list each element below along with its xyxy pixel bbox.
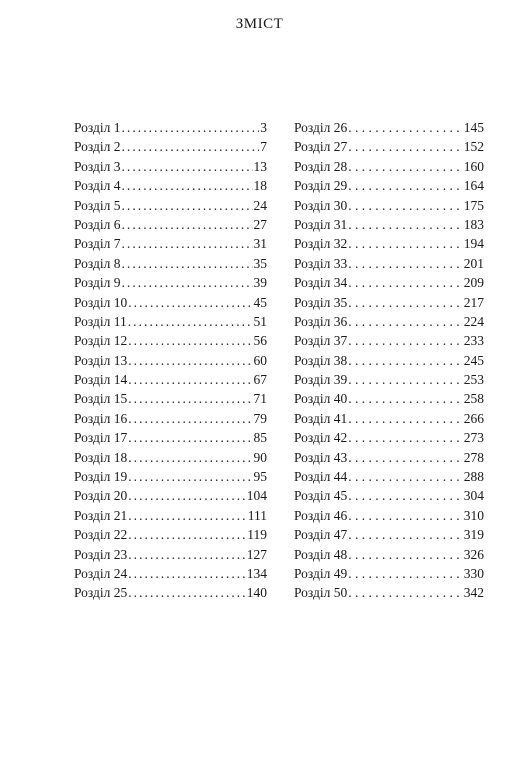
toc-leader-dots: [348, 215, 463, 234]
toc-leader-dots: [128, 351, 252, 370]
toc-entry[interactable]: [294, 254, 484, 273]
toc-entry[interactable]: [294, 234, 484, 253]
toc-leader-dots: [122, 157, 253, 176]
toc-entry-page-number: 85: [253, 430, 267, 446]
toc-leader-dots: [128, 525, 246, 544]
toc-entry[interactable]: [74, 370, 267, 389]
toc-entry-page-number: 273: [463, 430, 484, 446]
toc-entry-page-number: 51: [253, 313, 267, 329]
toc-entry-page-number: 217: [463, 294, 484, 310]
toc-entry-label: Розділ 37: [294, 333, 348, 349]
toc-leader-dots: [348, 254, 463, 273]
toc-entry-label: Розділ 24: [74, 565, 128, 581]
toc-entry-page-number: 35: [253, 255, 267, 271]
toc-entry-page-number: 18: [253, 178, 267, 194]
toc-entry[interactable]: [74, 409, 267, 428]
toc-leader-dots: [348, 409, 463, 428]
toc-entry-page-number: 24: [253, 197, 267, 213]
toc-leader-dots: [348, 351, 463, 370]
toc-entry[interactable]: [294, 467, 484, 486]
toc-entry[interactable]: [294, 428, 484, 447]
toc-entry-page-number: 13: [253, 158, 267, 174]
toc-entry-label: Розділ 17: [74, 430, 128, 446]
toc-entry-label: Розділ 28: [294, 158, 348, 174]
toc-entry-label: Розділ 7: [74, 236, 121, 252]
toc-entry-page-number: 134: [246, 565, 267, 581]
toc-entry[interactable]: [294, 506, 484, 525]
toc-entry-page-number: 278: [463, 449, 484, 465]
toc-entry[interactable]: [294, 448, 484, 467]
toc-entry-page-number: 288: [463, 469, 484, 485]
toc-entry[interactable]: [74, 234, 267, 253]
toc-entry[interactable]: [294, 389, 484, 408]
toc-entry-label: Розділ 32: [294, 236, 348, 252]
toc-leader-dots: [128, 293, 252, 312]
toc-entry-label: Розділ 41: [294, 410, 348, 426]
toc-leader-dots: [348, 176, 463, 195]
toc-leader-dots: [348, 157, 463, 176]
toc-entry[interactable]: [74, 545, 267, 564]
toc-entry[interactable]: [74, 467, 267, 486]
toc-entry[interactable]: [74, 428, 267, 447]
toc-entry-page-number: 119: [247, 527, 267, 543]
toc-entry-label: Розділ 16: [74, 410, 128, 426]
toc-leader-dots: [128, 312, 253, 331]
toc-entry-page-number: 95: [253, 469, 267, 485]
toc-entry[interactable]: [74, 486, 267, 505]
toc-leader-dots: [348, 273, 463, 292]
toc-entry[interactable]: [74, 312, 267, 331]
toc-leader-dots: [128, 428, 252, 447]
toc-leader-dots: [128, 564, 246, 583]
toc-entry[interactable]: [294, 176, 484, 195]
toc-entry-page-number: 258: [463, 391, 484, 407]
page-title: ЗМІСТ: [235, 16, 284, 32]
toc-leader-dots: [128, 370, 252, 389]
toc-leader-dots: [122, 196, 253, 215]
toc-entry[interactable]: [74, 273, 267, 292]
toc-entry[interactable]: [294, 525, 484, 544]
toc-column-left: [74, 118, 267, 603]
toc-entry-page-number: 160: [463, 158, 484, 174]
toc-entry[interactable]: [294, 351, 484, 370]
toc-entry-page-number: 111: [247, 507, 267, 523]
toc-entry-page-number: 201: [463, 255, 484, 271]
toc-leader-dots: [128, 506, 247, 525]
toc-entry-page-number: 31: [253, 236, 267, 252]
toc-entry[interactable]: [294, 486, 484, 505]
toc-entry-page-number: 253: [463, 372, 484, 388]
toc-entry-label: Розділ 15: [74, 391, 128, 407]
toc-leader-dots: [348, 234, 463, 253]
toc-leader-dots: [348, 545, 463, 564]
toc-leader-dots: [122, 137, 260, 156]
toc-entry-page-number: 224: [463, 313, 484, 329]
toc-leader-dots: [122, 273, 253, 292]
toc-entry-page-number: 266: [463, 410, 484, 426]
toc-entry-label: Розділ 5: [74, 197, 121, 213]
toc-entry-label: Розділ 1: [74, 120, 121, 135]
toc-entry-label: Розділ 20: [74, 488, 128, 504]
toc-entry-label: Розділ 34: [294, 275, 348, 291]
toc-entry-label: Розділ 47: [294, 527, 348, 543]
toc-entry-label: Розділ 25: [74, 585, 128, 601]
toc-entry-label: Розділ 33: [294, 255, 348, 271]
toc-entry-label: Розділ 48: [294, 546, 348, 562]
toc-entry-label: Розділ 40: [294, 391, 348, 407]
toc-entry-page-number: 79: [253, 410, 267, 426]
toc-leader-dots: [128, 486, 246, 505]
toc-column-right: [294, 118, 484, 603]
toc-entry[interactable]: [74, 176, 267, 195]
toc-entry[interactable]: [294, 545, 484, 564]
toc-entry[interactable]: [74, 351, 267, 370]
toc-entry-label: Розділ 27: [294, 139, 348, 155]
toc-leader-dots: [128, 467, 252, 486]
toc-entry-label: Розділ 50: [294, 585, 348, 601]
toc-entry-page-number: 194: [463, 236, 484, 252]
toc-entry-label: Розділ 21: [74, 507, 128, 523]
toc-leader-dots: [128, 331, 252, 350]
toc-entry-page-number: 245: [463, 352, 484, 368]
toc-leader-dots: [348, 583, 463, 602]
toc-entry[interactable]: [294, 157, 484, 176]
toc-entry-page-number: 3: [260, 120, 267, 135]
toc-entry-page-number: 175: [463, 197, 484, 213]
toc-entry-page-number: 60: [253, 352, 267, 368]
toc-leader-dots: [348, 428, 463, 447]
toc-entry-label: Розділ 3: [74, 158, 121, 174]
toc-entry[interactable]: [74, 118, 267, 137]
toc-leader-dots: [348, 331, 463, 350]
toc-entry[interactable]: [294, 293, 484, 312]
toc-entry[interactable]: [294, 273, 484, 292]
toc-entry-label: Розділ 14: [74, 372, 128, 388]
toc-entry-label: Розділ 8: [74, 255, 121, 271]
toc-entry[interactable]: [74, 564, 267, 583]
toc-leader-dots: [348, 118, 463, 137]
toc-entry-page-number: 152: [463, 139, 484, 155]
toc-entry-label: Розділ 30: [294, 197, 348, 213]
toc-entry-label: Розділ 22: [74, 527, 128, 543]
toc-entry-label: Розділ 11: [74, 313, 127, 329]
toc-leader-dots: [128, 583, 246, 602]
toc-entry[interactable]: [294, 331, 484, 350]
toc-entry-page-number: 67: [253, 372, 267, 388]
toc-entry-label: Розділ 44: [294, 469, 348, 485]
toc-leader-dots: [128, 448, 252, 467]
toc-entry[interactable]: [74, 215, 267, 234]
toc-entry-page-number: 140: [246, 585, 267, 601]
toc-entry-page-number: 310: [463, 507, 484, 523]
toc-entry[interactable]: [74, 389, 267, 408]
toc-entry-label: Розділ 35: [294, 294, 348, 310]
toc-leader-dots: [128, 389, 252, 408]
toc-entry-page-number: 145: [463, 120, 484, 135]
toc-entry-label: Розділ 6: [74, 216, 121, 232]
toc-leader-dots: [122, 254, 253, 273]
toc-entry[interactable]: [294, 370, 484, 389]
toc-entry-label: Розділ 2: [74, 139, 121, 155]
toc-entry-page-number: 45: [253, 294, 267, 310]
toc-entry[interactable]: [74, 137, 267, 156]
toc-leader-dots: [348, 564, 463, 583]
toc-entry-page-number: 342: [463, 585, 484, 601]
toc-leader-dots: [122, 234, 253, 253]
toc-entry-page-number: 7: [260, 139, 267, 155]
toc-entry-page-number: 164: [463, 178, 484, 194]
toc-leader-dots: [122, 118, 260, 137]
toc-entry[interactable]: [294, 312, 484, 331]
toc-entry[interactable]: [74, 583, 267, 602]
toc-leader-dots: [348, 525, 463, 544]
toc-leader-dots: [348, 389, 463, 408]
toc-entry-label: Розділ 36: [294, 313, 348, 329]
toc-leader-dots: [348, 370, 463, 389]
toc-entry-label: Розділ 29: [294, 178, 348, 194]
toc-entry[interactable]: [294, 564, 484, 583]
toc-entry[interactable]: [74, 254, 267, 273]
toc-entry[interactable]: [74, 448, 267, 467]
toc-entry-page-number: 233: [463, 333, 484, 349]
toc-leader-dots: [128, 409, 252, 428]
toc-entry-page-number: 209: [463, 275, 484, 291]
toc-leader-dots: [348, 467, 463, 486]
toc-entry[interactable]: [294, 137, 484, 156]
toc-entry-page-number: 127: [246, 546, 267, 562]
toc-entry-label: Розділ 31: [294, 216, 348, 232]
toc-entry-label: Розділ 18: [74, 449, 128, 465]
toc-entry-label: Розділ 46: [294, 507, 348, 523]
toc-entry-label: Розділ 12: [74, 333, 128, 349]
toc-leader-dots: [122, 215, 253, 234]
toc-entry[interactable]: [74, 293, 267, 312]
toc-leader-dots: [128, 545, 246, 564]
toc-entry[interactable]: [294, 196, 484, 215]
toc-entry-page-number: 39: [253, 275, 267, 291]
toc-entry-label: Розділ 23: [74, 546, 128, 562]
toc-entry-page-number: 71: [253, 391, 267, 407]
toc-entry-page-number: 319: [463, 527, 484, 543]
toc-entry[interactable]: [294, 409, 484, 428]
toc-entry[interactable]: [74, 157, 267, 176]
toc-entry-page-number: 90: [253, 449, 267, 465]
toc-entry-page-number: 326: [463, 546, 484, 562]
toc-entry-label: Розділ 13: [74, 352, 128, 368]
toc-entry-page-number: 183: [463, 216, 484, 232]
toc-entry-label: Розділ 38: [294, 352, 348, 368]
toc-entry-label: Розділ 42: [294, 430, 348, 446]
toc-entry[interactable]: [294, 583, 484, 602]
toc-entry[interactable]: [294, 215, 484, 234]
toc-entry-page-number: 104: [246, 488, 267, 504]
toc-leader-dots: [348, 506, 463, 525]
toc-entry[interactable]: [294, 118, 484, 137]
toc-entry[interactable]: [74, 506, 267, 525]
toc-entry-page-number: 330: [463, 565, 484, 581]
toc-entry-label: Розділ 9: [74, 275, 121, 291]
toc-leader-dots: [122, 176, 253, 195]
toc-leader-dots: [348, 486, 463, 505]
toc-leader-dots: [348, 137, 463, 156]
toc-leader-dots: [348, 196, 463, 215]
toc-entry-label: Розділ 26: [294, 120, 348, 135]
toc-entry-label: Розділ 4: [74, 178, 121, 194]
toc-entry-page-number: 304: [463, 488, 484, 504]
toc-entry[interactable]: [74, 331, 267, 350]
toc-entry-page-number: 56: [253, 333, 267, 349]
toc-entry-label: Розділ 49: [294, 565, 348, 581]
toc-entry-label: Розділ 19: [74, 469, 128, 485]
toc-leader-dots: [348, 293, 463, 312]
toc-entry-label: Розділ 43: [294, 449, 348, 465]
toc-entry-label: Розділ 45: [294, 488, 348, 504]
toc-entry-label: Розділ 39: [294, 372, 348, 388]
toc-leader-dots: [348, 448, 463, 467]
toc-entry[interactable]: [74, 525, 267, 544]
toc-entry[interactable]: [74, 196, 267, 215]
toc-entry-page-number: 27: [253, 216, 267, 232]
toc-leader-dots: [348, 312, 463, 331]
toc-entry-label: Розділ 10: [74, 294, 128, 310]
